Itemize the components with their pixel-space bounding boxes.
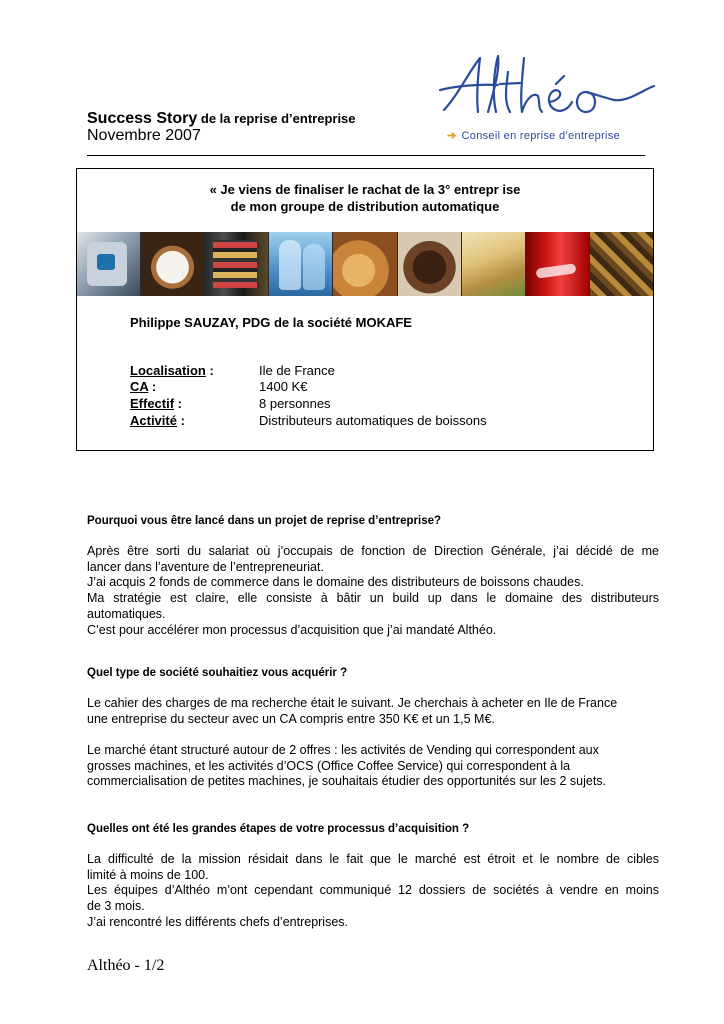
answer-line: C’est pour accélérer mon processus d’acquisition que j’ai mandaté Althéo. — [87, 622, 497, 637]
coffee-beans-image — [398, 232, 462, 296]
page-footer: Althéo - 1/2 — [87, 957, 165, 974]
answer-line: grosses machines, et les activités d’OCS (Office Coffee Service) qui correspondent à la — [87, 758, 571, 773]
answer-2 — [87, 696, 659, 727]
answer-line: de 3 mois. — [87, 899, 145, 914]
vending-machine-image — [205, 232, 269, 296]
question-2: Quel type de société souhaitiez vous acquérir ? — [87, 667, 348, 679]
fact-value: 8 personnes — [259, 396, 331, 411]
fact-label: CA — [130, 379, 149, 394]
answer-line: commercialisation de petites machines, je souhaitais étudier des opportunités sur les 2 sujets. — [87, 774, 607, 789]
answer-line: automatiques. — [87, 606, 166, 621]
answer-line: Les équipes d’Althéo m’ont cependant communiqué 12 dossiers de sociétés à vendre en moins — [87, 883, 659, 898]
answer-3 — [87, 852, 659, 931]
fact-value: Distributeurs automatiques de boissons — [259, 413, 487, 428]
ceo-name: Philippe SAUZAY, PDG de la société MOKAFE — [130, 315, 412, 330]
answer-line: Après être sorti du salariat où j’occupais de fonction de Direction Générale, j’ai décidé de me — [87, 544, 659, 558]
answer-1 — [87, 544, 659, 638]
coca-cola-can-image — [526, 232, 590, 296]
answer-line: lancer dans l’aventure de l’entrepreneuriat. — [87, 559, 324, 574]
sandwich-image — [462, 232, 526, 296]
answer-line: J’ai acquis 2 fonds de commerce dans le domaine des distributeurs de boissons chaudes. — [87, 575, 584, 590]
arrow-right-icon: ➔ — [447, 130, 457, 142]
question-3: Quelles ont été les grandes étapes de votre processus d’acquisition ? — [87, 823, 470, 835]
story-box: « Je viens de finaliser le rachat de la 3° entrepr ise de mon groupe de distribution automatique Philippe SAUZAY, PDG de la société MOKAFE Localisation : Ile de France CA : 1400 K€ Effectif : 8 personnes Activité : Distributeurs automatiques de boissons — [76, 168, 654, 451]
question-1: Pourquoi vous être lancé dans un projet de reprise d’entreprise? — [87, 515, 442, 527]
fact-label: Effectif — [130, 396, 175, 411]
header-divider — [87, 155, 645, 156]
document-title — [87, 110, 356, 128]
product-banner — [77, 232, 653, 296]
quote-line-1: « Je viens de finaliser le rachat de la 3° entrepr ise — [209, 182, 521, 197]
answer-line: Ma stratégie est claire, elle consiste à bâtir un build up dans le domaine des distributeurs — [87, 591, 659, 606]
fact-value: 1400 K€ — [259, 379, 308, 394]
fact-label: Localisation — [130, 363, 206, 378]
croissants-image — [333, 232, 397, 296]
logo-tagline — [447, 129, 620, 142]
title-main: Success Story — [87, 110, 198, 127]
answer-line: Le cahier des charges de ma recherche était le suivant. Je cherchais à acheter en Ile de France — [87, 696, 618, 710]
coffee-machine-image — [77, 232, 141, 296]
answer-line: Le marché étant structuré autour de 2 offres : les activités de Vending qui correspondent aux — [87, 743, 599, 757]
title-sub: de la reprise d’entreprise — [197, 111, 356, 126]
answer-line: limité à moins de 100. — [87, 867, 209, 882]
quote-line-2: de mon groupe de distribution automatique — [230, 199, 500, 214]
document-date: Novembre 2007 — [87, 127, 201, 144]
fact-label: Activité — [130, 413, 177, 428]
answer-2b — [87, 743, 659, 790]
coffee-cup-image — [141, 232, 205, 296]
answer-line: J’ai rencontré les différents chefs d’entreprises. — [87, 914, 349, 929]
fact-value: Ile de France — [259, 363, 335, 378]
tagline-text: Conseil en reprise d’entreprise — [461, 130, 621, 142]
answer-line: La difficulté de la mission résidait dans le fait que le marché est étroit et le nombre de cibles — [87, 852, 659, 866]
answer-line: une entreprise du secteur avec un CA compris entre 350 K€ et un 1,5 M€. — [87, 711, 495, 726]
water-bottles-image — [269, 232, 333, 296]
snacks-image — [590, 232, 653, 296]
